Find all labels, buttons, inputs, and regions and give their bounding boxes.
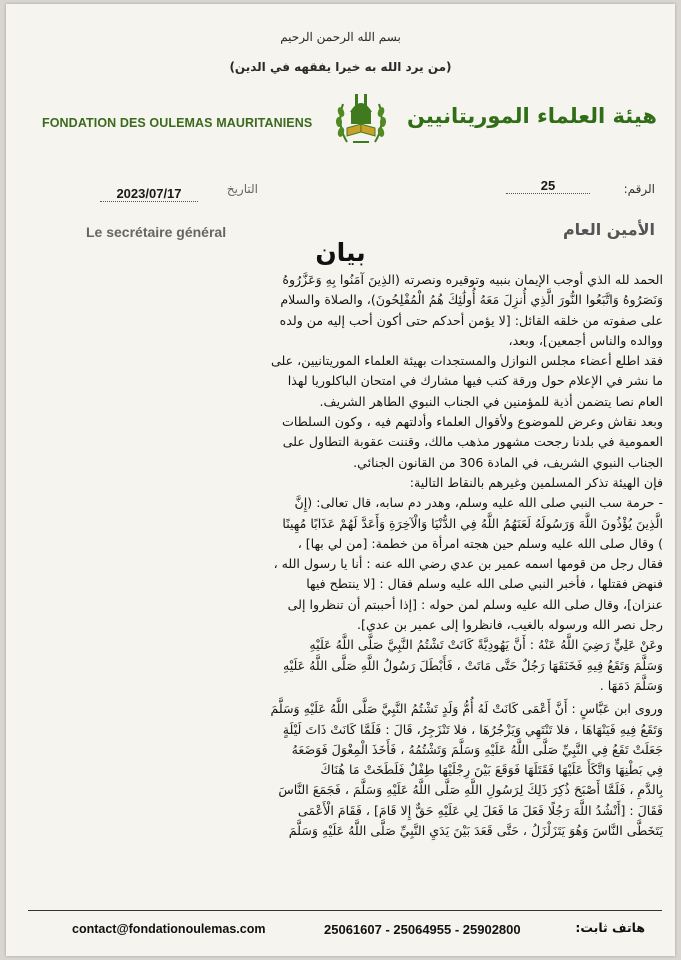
phone-label: هاتف ثابت: [575, 920, 645, 935]
body-line: رجل نصر الله ورسوله بالغيب، فانظروا إلى عمير بن عدي]. [357, 617, 663, 633]
secretary-title-arabic: الأمين العام [562, 220, 655, 239]
secretary-title-french: Le secrétaire général [86, 224, 227, 240]
body-line: بِالدَّمِ ، فَلَمَّا أَصْبَحَ ذُكِرَ ذَلِكَ لِرَسُولِ اللَّهِ صَلَّى اللَّهُ عَلَيْهِ وَسَلَّمَ ، فَجَمَعَ النَّاسَ [278, 782, 663, 798]
body-line: الحمد لله الذي أوجب الإيمان بنبيه وتوقيره ونصرته (الذِينَ آمَنُوا بِهِ وَعَزَّرُوهُ [282, 272, 663, 287]
number-label: الرقم: [623, 182, 655, 196]
body-line: على صفوته من خلقه القائل: [لا يؤمن أحدكم حتى أكون أحب إليه من ولده [279, 312, 663, 328]
contact-email-link[interactable]: contact@fondationoulemas.com [72, 922, 266, 936]
org-name-arabic: هيئة العلماء الموريتانيين [407, 104, 657, 128]
document-page [6, 4, 675, 956]
body-line: وَسَلَّمَ وَتَقَعُ فِيهِ فَخَنَقَهَا رَجُلٌ حَتَّى مَاتَتْ ، فَأَبْطَلَ رَسُولُ اللَّهِ صَلَّى اللَّهُ عَلَيْهِ [282, 657, 663, 673]
org-name-french: FONDATION DES OULEMAS MAURITANIENS [42, 116, 313, 130]
hadith-quote: (من يرد الله به خيرا يفقهه في الدين) [229, 60, 452, 74]
body-line: فقال رجل من قومها اسمه عمير بن عدي رضي الله عنه : أنا يا رسول الله ، [273, 556, 663, 572]
body-line: ) وقال صلى الله عليه وسلم حين هجته امرأة من خطمة: [من لي بها] ، [297, 535, 663, 551]
body-line: فِي بَطْنِهَا وَاتَّكَأَ عَلَيْهَا فَقَتَلَهَا فَوَقَعَ بَيْنَ رِجْلَيْهَا طِفْلٌ فَلَطَخَتْ مَا هُنَاكَ [320, 762, 663, 778]
mosque-book-wreath-icon [333, 86, 389, 152]
body-line: الَّذِينَ يُؤْذُونَ اللَّهَ وَرَسُولَهُ لَعَنَهُمُ اللَّهُ فِي الدُّنْيَا وَالْآخِرَةِ وَأَعَدَّ لَهُمْ عَذَابًا مُهِينًا [282, 515, 663, 531]
body-line: ما نشر في الإعلام حول ورقة كتب فيها مشارك في امتحان الباكلوريا لهذا [287, 373, 663, 389]
number-value: 25 [506, 178, 590, 194]
body-line: وَتَقَعُ فِيهِ فَيَنْهَاهَا ، فلا تَنْتَهِي وَيَزْجُرُهَا ، فلا تَنْزَجِرُ، قَالَ : فَلَمَّا كَانَتْ ذَاتَ لَيْلَةٍ [282, 721, 663, 737]
body-line: فَقَالَ : [أَنْشُدُ اللَّهَ رَجُلًا فَعَلَ مَا فَعَلَ لِي عَلَيْهِ حَقٌّ إِلا قَامَ] ، فَقَامَ الْأَعْمَى [297, 802, 663, 818]
statement-body [22, 270, 663, 841]
body-line: فنهض فقتلها ، فأخبر النبي صلى الله عليه وسلم فقال : [لا ينتطح فيها [306, 576, 663, 592]
body-line: وبعد نقاش وعرض للموضوع ولأقوال العلماء وأدلتهم فيه ، وكون السلطات [282, 414, 663, 430]
body-line: فإن الهيئة تذكر المسلمين وغيرهم بالنقاط التالية: [409, 474, 663, 490]
footer [6, 916, 675, 946]
body-line: يَتَخَطَّى النَّاسَ وَهُوَ يَتَزَلْزَلُ ، حَتَّى قَعَدَ بَيْنَ يَدَيِ النَّبِيِّ صَلَّى اللَّهُ عَلَيْهِ وَسَلَّمَ [288, 823, 663, 839]
body-line: وعَنْ عَلِيٍّ رَضِيَ اللَّهُ عَنْهُ : أَنَّ يَهُودِيَّةً كَانَتْ تَشْتُمُ النَّبِيَّ صَلَّى اللَّهُ عَلَيْهِ [309, 637, 663, 653]
body-line: وَنَصَرُوهُ وَاتَّبَعُوا النُّورَ الَّذِي أُنزِلَ مَعَهُ أُولَٰئِكَ هُمُ الْمُفْلِحُونَ)، والصلاة والسلام [280, 292, 663, 308]
basmala: بسم الله الرحمن الرحيم [280, 30, 401, 44]
body-line: فقد اطلع أعضاء مجلس النوازل والمستجدات بهيئة العلماء الموريتانيين، على [271, 353, 663, 369]
body-line: عنزان]، وقال صلى الله عليه وسلم لمن حوله : [إذا أحببتم أن تنظروا إلى [287, 596, 663, 612]
body-line: - حرمة سب النبي صلى الله عليه وسلم، وهدر دم سابه، قال تعالى: (إِنَّ [294, 495, 663, 511]
date-value: 2023/07/17 [100, 186, 198, 202]
body-line: جَعَلَتْ تَقَعُ فِي النَّبِيِّ صَلَّى اللَّهُ عَلَيْهِ وَسَلَّمَ وَتَشْتُمُهُ ، فَأَخَذَ الْمِغْوَلَ فَوَضَعَهُ [291, 741, 663, 757]
document-title: بيان [315, 238, 366, 267]
body-line: وَسَلَّمَ دَمَهَا . [599, 677, 663, 693]
phone-numbers: 25061607 - 25064955 - 25902800 [324, 922, 521, 937]
body-line: ووالده والناس أجمعين]، وبعد، [508, 332, 663, 348]
body-line: العمومية في بلدنا رجحت مشهور مذهب مالك، وقننت عقوبة التطاول على [282, 434, 663, 450]
date-label: التاريخ [226, 182, 258, 196]
body-line: العام نصا يتضمن أذية للمؤمنين في الجناب النبوي الطاهر الشريف. [319, 393, 663, 409]
body-line: الجناب النبوي الشريف، في المادة 306 من القانون الجنائي. [353, 454, 663, 470]
footer-divider [28, 910, 662, 911]
body-line: وروى ابن عَبَّاسٍ : أَنَّ أَعْمَى كَانَتْ لَهُ أُمُّ وَلَدٍ تَشْتُمُ النَّبِيَّ صَلَّى اللَّهُ عَلَيْهِ وَسَلَّمَ [270, 701, 663, 717]
